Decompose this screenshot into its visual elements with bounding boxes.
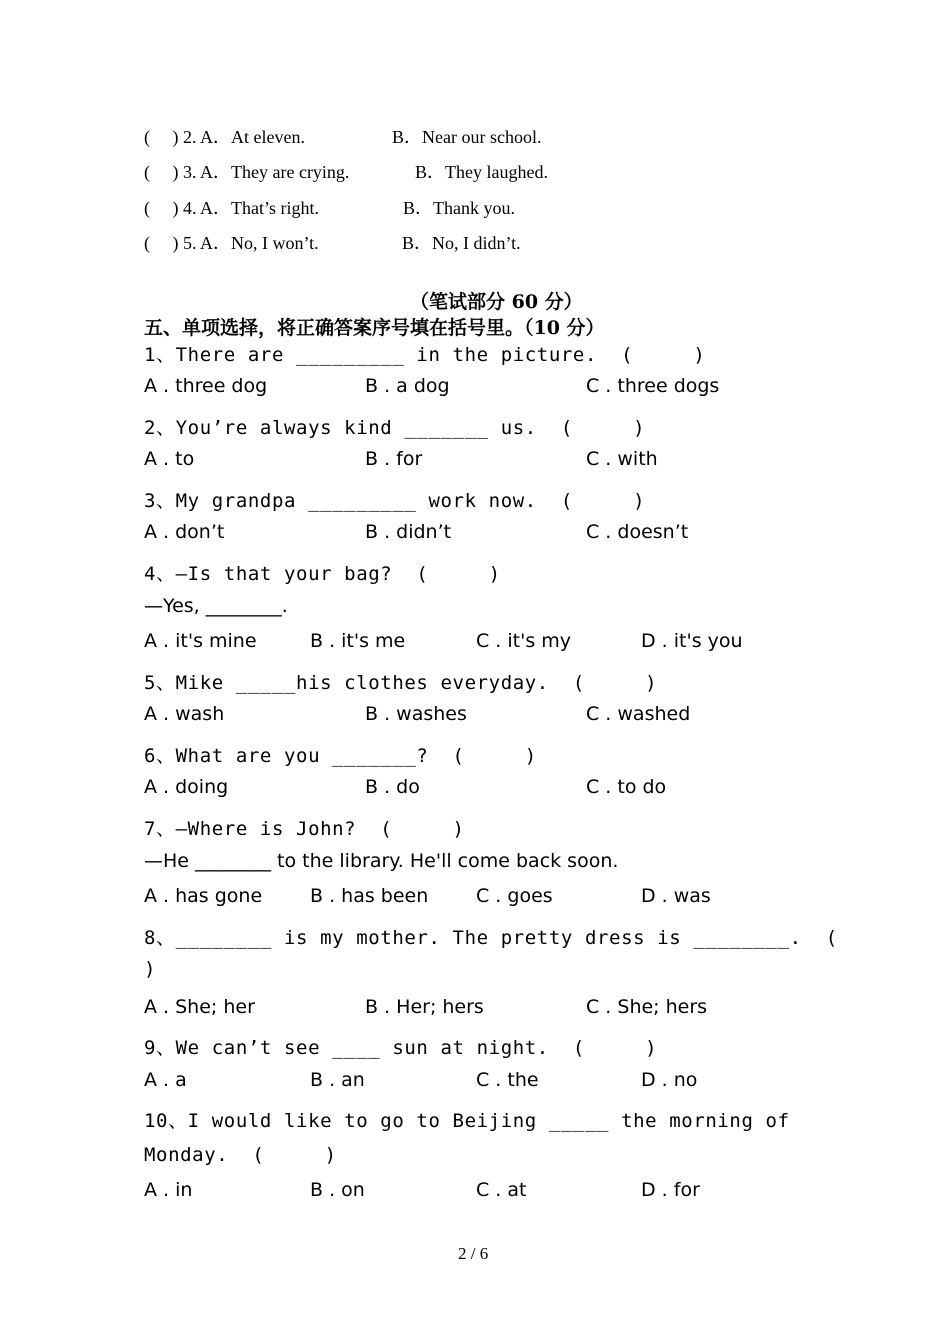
- question-5-option-a: A . wash: [144, 703, 225, 725]
- question-7-stem: 7、—Where is John? ( ): [144, 818, 465, 840]
- listening-choice-a: ( ) 2. A．At eleven.: [144, 127, 305, 147]
- question-4-option-a: A . it's mine: [144, 630, 257, 652]
- question-7-option-d: D . was: [641, 885, 711, 907]
- question-6-option-c: C . to do: [586, 776, 667, 798]
- question-8-stem-continued: ): [144, 958, 157, 980]
- question-7-option-b: B . has been: [310, 885, 429, 907]
- question-5-option-c: C . washed: [586, 703, 691, 725]
- question-5-stem: 5、Mike _____his clothes everyday. ( ): [144, 672, 658, 694]
- question-10-option-b: B . on: [310, 1179, 365, 1201]
- question-3-option-a: A . don’t: [144, 521, 225, 543]
- listening-item-3: [144, 158, 349, 184]
- question-8-option-a: A . She; her: [144, 996, 255, 1018]
- question-10-option-d: D . for: [641, 1179, 700, 1201]
- question-7-dialogue: —He ________ to the library. He'll come back soon.: [144, 850, 619, 872]
- listening-item-4: [144, 194, 319, 220]
- question-6-option-b: B . do: [365, 776, 420, 798]
- listening-item-3-b: B．They laughed.: [415, 162, 548, 182]
- question-10-option-c: C . at: [476, 1179, 527, 1201]
- question-10-option-a: A . in: [144, 1179, 193, 1201]
- question-9-option-c: C . the: [476, 1069, 539, 1091]
- question-4-option-c: C . it's my: [476, 630, 572, 652]
- question-1-option-b: B . a dog: [365, 375, 450, 397]
- question-9-option-a: A . a: [144, 1069, 187, 1091]
- question-2-option-a: A . to: [144, 448, 195, 470]
- question-9-option-d: D . no: [641, 1069, 698, 1091]
- question-9-stem: 9、We can’t see ____ sun at night. ( ): [144, 1037, 658, 1059]
- question-10-stem: 10、I would like to go to Beijing _____ the morning of: [144, 1110, 790, 1132]
- question-5-option-b: B . washes: [365, 703, 467, 725]
- question-10-stem-continued: Monday. ( ): [144, 1144, 337, 1166]
- question-1-option-a: A . three dog: [144, 375, 268, 397]
- question-8-option-b: B . Her; hers: [365, 996, 484, 1018]
- question-3-option-b: B . didn’t: [365, 521, 452, 543]
- page-number: 2 / 6: [458, 1244, 489, 1263]
- question-2-option-c: C . with: [586, 448, 658, 470]
- question-2-stem: 2、You’re always kind _______ us. ( ): [144, 417, 646, 439]
- question-4-option-d: D . it's you: [641, 630, 743, 652]
- question-6-option-a: A . doing: [144, 776, 229, 798]
- question-3-stem: 3、My grandpa _________ work now. ( ): [144, 490, 646, 512]
- listening-choice-a: ( ) 3. A．They are crying.: [144, 162, 350, 182]
- section-title: 五、单项选择，将正确答案序号填在括号里。（10 分）: [144, 317, 605, 339]
- question-7-option-a: A . has gone: [144, 885, 263, 907]
- question-1-stem: 1、There are _________ in the picture. ( ): [144, 344, 706, 366]
- listening-item-5: [144, 229, 319, 255]
- listening-item-2-b: B．Near our school.: [392, 127, 542, 147]
- question-2-option-b: B . for: [365, 448, 423, 470]
- listening-choice-a: ( ) 5. A．No, I won’t.: [144, 233, 319, 253]
- question-6-stem: 6、What are you _______? ( ): [144, 745, 537, 767]
- listening-item-4-b: B．Thank you.: [403, 198, 515, 218]
- question-9-option-b: B . an: [310, 1069, 365, 1091]
- written-part-title: （笔试部分 60 分）: [410, 291, 583, 313]
- listening-choice-a: ( ) 4. A．That’s right.: [144, 198, 319, 218]
- question-8-stem: 8、________ is my mother. The pretty dress is ________. (: [144, 927, 838, 949]
- question-4-dialogue: —Yes, ________.: [144, 595, 288, 617]
- question-4-stem: 4、—Is that your bag? ( ): [144, 563, 501, 585]
- listening-item-2: [144, 123, 305, 149]
- question-7-option-c: C . goes: [476, 885, 553, 907]
- listening-item-5-b: B．No, I didn’t.: [402, 233, 521, 253]
- question-8-option-c: C . She; hers: [586, 996, 708, 1018]
- question-1-option-c: C . three dogs: [586, 375, 720, 397]
- question-4-option-b: B . it's me: [310, 630, 406, 652]
- question-3-option-c: C . doesn’t: [586, 521, 689, 543]
